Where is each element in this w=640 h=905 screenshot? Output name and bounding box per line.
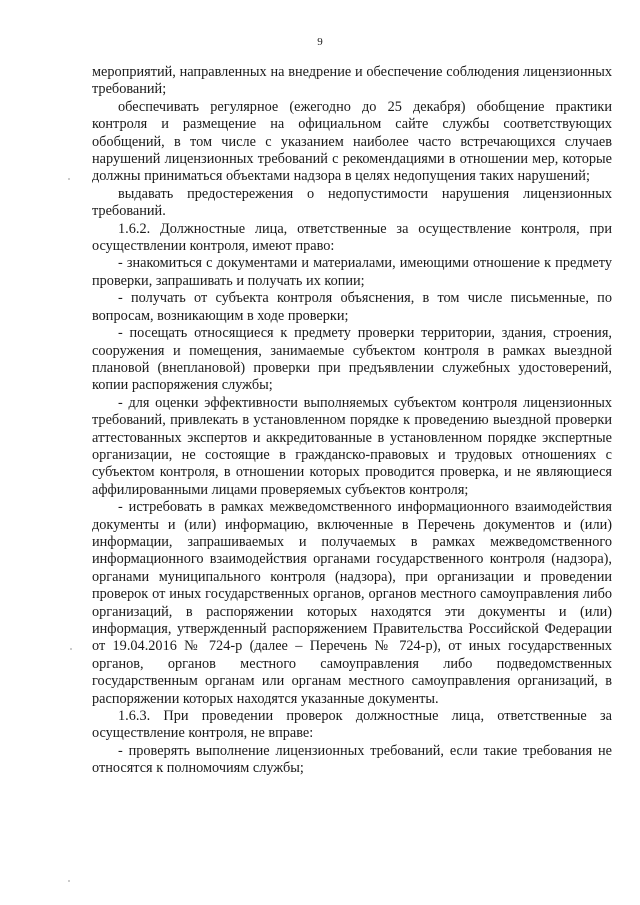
list-item-not-allowed-check: - проверять выполнение лицензионных требований, если такие требования не относятся к полномочиям службы; [92, 742, 612, 777]
list-item-experts: - для оценки эффективности выполняемых субъектом контроля лицензионных требований, привлекать в установленном порядке к проведению выездной проверки аттестованных экспертов и аккредитованные в установленном порядке экспертные организации, не состоящие в гражданско-правовых и трудовых отношениях с субъектом контроля, в отношении которых проводится проверка, и не являющиеся аффилированными лицами проверяемых субъектов контроля; [92, 394, 612, 498]
list-item-explanations: - получать от субъекта контроля объяснения, в том числе письменные, по вопросам, возникающим в ходе проверки; [92, 290, 612, 324]
paragraph-generalization: обеспечивать регулярное (ежегодно до 25 декабря) обобщение практики контроля и размещение на официальном сайте службы соответствующих обобщений, в том числе с указанием наиболее часто встречающихся случаев нарушений лицензионных требований с рекомендациями в отношении мер, которые должны приниматься объектами надзора в целях недопущения таких нарушений; [92, 98, 612, 185]
page-number: 9 [317, 36, 323, 48]
paragraph-section-1-6-2: 1.6.2. Должностные лица, ответственные за осуществление контроля, при осуществлении контроля, имеют право: [92, 220, 612, 255]
list-item-visit-premises: - посещать относящиеся к предмету проверки территории, здания, строения, сооружения и помещения, занимаемые субъектом контроля в рамках выездной плановой (внеплановой) проверки при предъявлении служебных удостоверений, копии распоряжения службы; [92, 325, 612, 394]
paragraph-warnings: выдавать предостережения о недопустимости нарушения лицензионных требований. [92, 185, 612, 220]
paragraph-continuation: мероприятий, направленных на внедрение и обеспечение соблюдения лицензионных требований; [92, 64, 612, 98]
list-item-interagency-requests: - истребовать в рамках межведомственного информационного взаимодействия документы и (или) информацию, включенные в Перечень документов и (или) информации, запрашиваемых и получаемых в рамках межведомственного информационного взаимодействия органами государственного контроля (надзора), органами муниципального контроля (надзора), при организации и проведении проверок от иных государственных органов, органов местного самоуправления либо организаций, в распоряжении которых находятся эти документы и (или) информация, утвержденный распоряжением Правительства Российской Федерации от 19.04.2016 № 724-р (далее – Перечень № 724-р), от иных государственных органов, органов местного самоуправления либо подведомственных государственным органам или органам местного самоуправления организаций, в распоряжении которых находятся указанные документы. [92, 499, 612, 707]
scan-artifact [68, 178, 70, 180]
paragraph-section-1-6-3: 1.6.3. При проведении проверок должностные лица, ответственные за осуществление контроля, не вправе: [92, 708, 612, 742]
list-item-documents: - знакомиться с документами и материалами, имеющими отношение к предмету проверки, запрашивать и получать их копии; [92, 255, 612, 289]
scan-artifact [70, 648, 72, 650]
document-body [92, 64, 612, 778]
scan-artifact [68, 880, 70, 882]
